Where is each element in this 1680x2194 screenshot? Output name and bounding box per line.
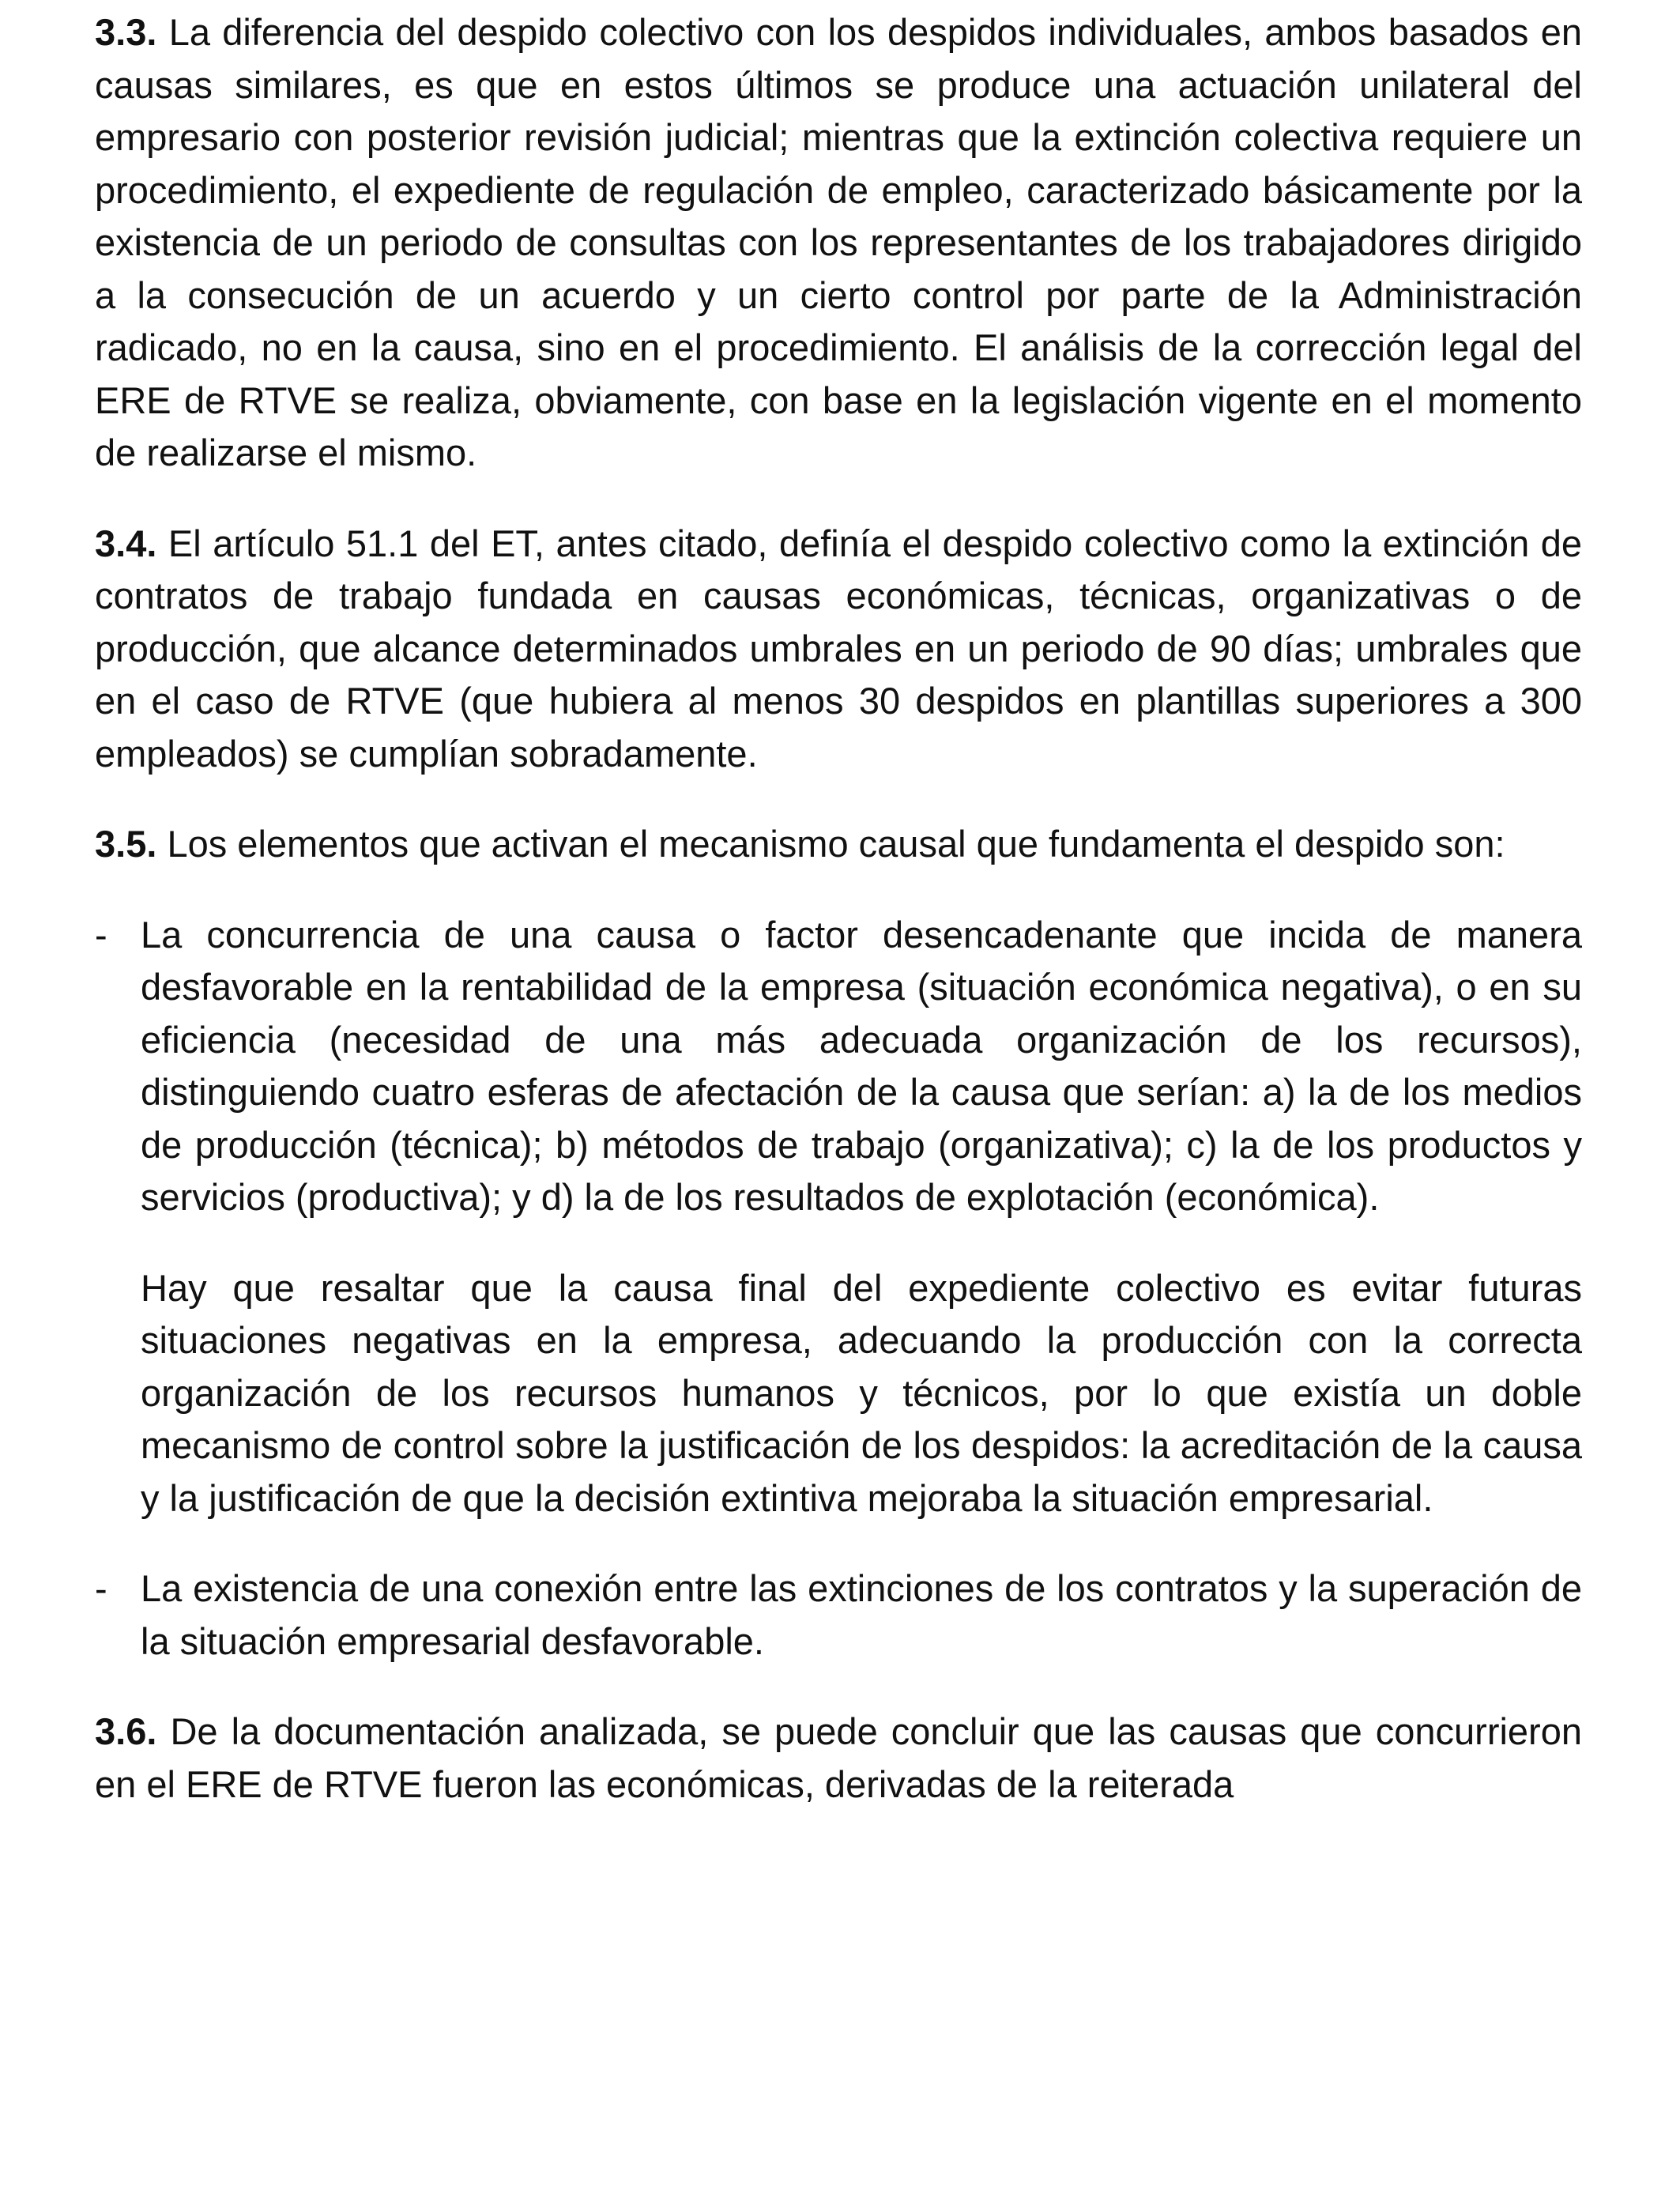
list-item xyxy=(95,1563,1582,1668)
document-page xyxy=(95,6,1582,1849)
bullet-dash: - xyxy=(95,1567,107,1609)
paragraph-text: De la documentación analizada, se puede concluir que las causas que concurrieron en el ERE de RTVE fueron las económicas, derivadas de la reiterada xyxy=(95,1710,1582,1805)
paragraph-3-4 xyxy=(95,518,1582,781)
paragraph-text: Los elementos que activan el mecanismo causal que fundamenta el despido son: xyxy=(167,823,1505,865)
paragraph-text: La diferencia del despido colectivo con los despidos individuales, ambos basados en causas similares, es que en estos últimos se produce una actuación unilateral del empresario con posterior revisión judicial; mientras que la extinción colectiva requiere un procedimiento, el expediente de regulación de empleo, caracterizado básicamente por la existencia de un periodo de consultas con los representantes de los trabajadores dirigido a la consecución de un acuerdo y un cierto control por parte de la Administración radicado, no en la causa, sino en el procedimiento. El análisis de la corrección legal del ERE de RTVE se realiza, obviamente, con base en la legislación vigente en el momento de realizarse el mismo. xyxy=(95,11,1583,473)
list-item-continuation: Hay que resaltar que la causa final del expediente colectivo es evitar futuras situaciones negativas en la empresa, adecuando la producción con la correcta organización de los recursos humanos y técnicos, por lo que existía un doble mecanismo de control sobre la justificación de los despidos: la acreditación de la causa y la justificación de que la decisión extintiva mejoraba la situación empresarial. xyxy=(141,1266,1582,1519)
section-number: 3.4. xyxy=(95,522,157,564)
list-item-text: La concurrencia de una causa o factor desencadenante que incida de manera desfavorable en la rentabilidad de la empresa (situación económica negativa), o en su eficiencia (necesidad de una más adecuada organización de los recursos), distinguiendo cuatro esferas de afectación de la causa que serían: a) la de los medios de producción (técnica); b) métodos de trabajo (organizativa); c) la de los productos y servicios (productiva); y d) la de los resultados de explotación (económica). xyxy=(141,913,1582,1218)
paragraph-text: El artículo 51.1 del ET, antes citado, definía el despido colectivo como la extinción de contratos de trabajo fundada en causas económicas, técnicas, organizativas o de producción, que alcance determinados umbrales en un periodo de 90 días; umbrales que en el caso de RTVE (que hubiera al menos 30 despidos en plantillas superiores a 300 empleados) se cumplían sobradamente. xyxy=(95,522,1583,775)
bullet-dash: - xyxy=(95,913,107,956)
paragraph-3-6 xyxy=(95,1706,1582,1811)
section-number: 3.5. xyxy=(95,823,157,865)
section-number: 3.3. xyxy=(95,11,157,53)
section-number: 3.6. xyxy=(95,1710,157,1752)
list-item-text: La existencia de una conexión entre las extinciones de los contratos y la superación de la situación empresarial desfavorable. xyxy=(141,1567,1582,1662)
paragraph-3-5 xyxy=(95,818,1582,871)
paragraph-3-3 xyxy=(95,6,1582,480)
list-item xyxy=(95,909,1582,1525)
